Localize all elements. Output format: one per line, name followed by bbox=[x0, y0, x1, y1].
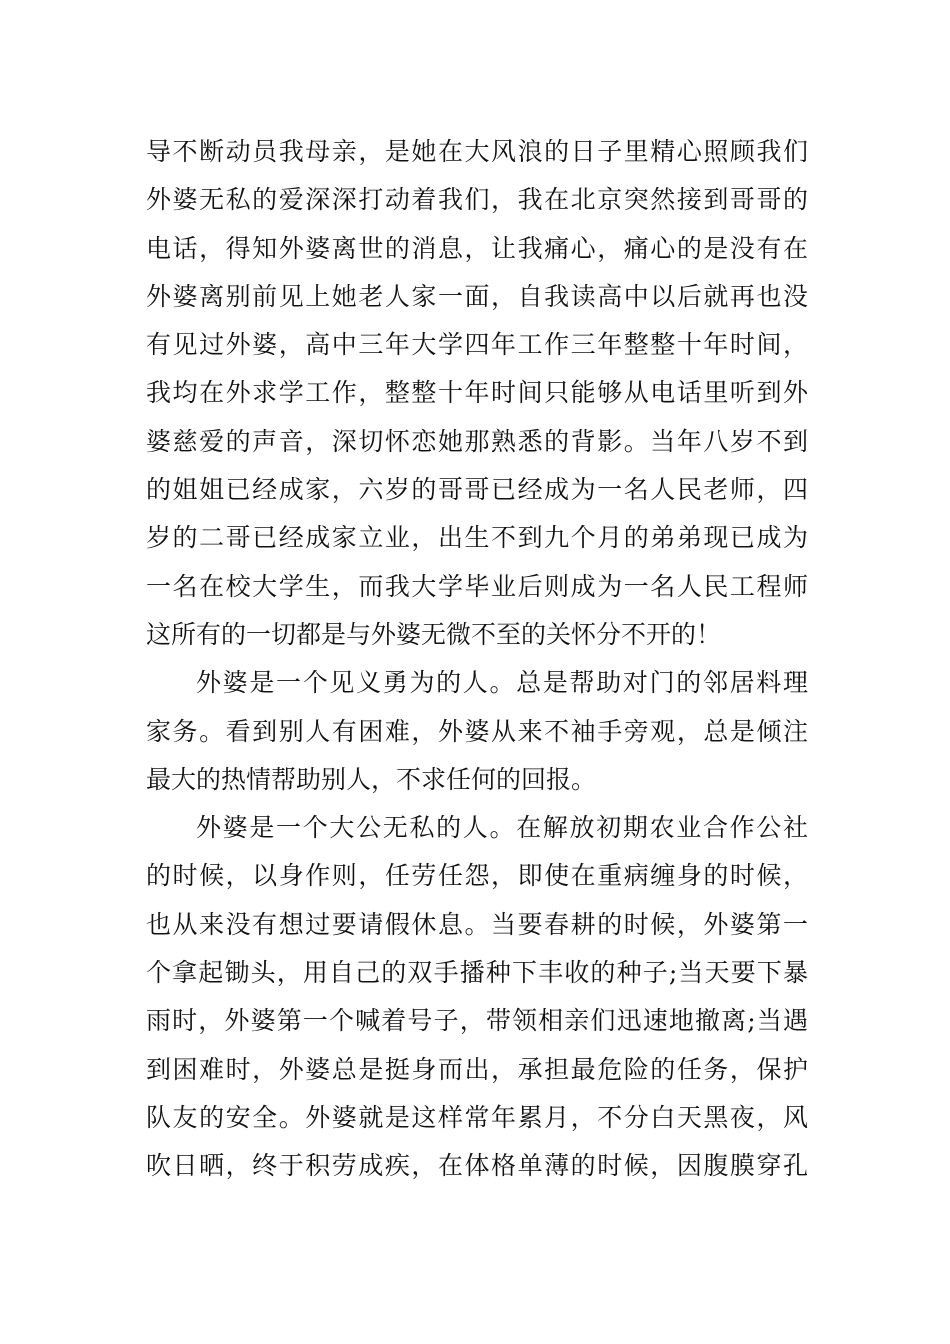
text-line: 最大的热情帮助别人，不求任何的回报。 bbox=[146, 764, 597, 794]
text-line: 外婆离别前见上她老人家一面，自我读高中以后就再也没 bbox=[146, 281, 808, 311]
text-line: 电话，得知外婆离世的消息，让我痛心，痛心的是没有在 bbox=[146, 233, 808, 263]
text-line: 雨时，外婆第一个喊着号子，带领相亲们迅速地撤离;当遇 bbox=[146, 1006, 808, 1036]
text-line: 到困难时，外婆总是挺身而出，承担最危险的任务，保护 bbox=[146, 1054, 808, 1084]
text-line: 导不断动员我母亲，是她在大风浪的日子里精心照顾我们 bbox=[146, 137, 808, 166]
text-line: 也从来没有想过要请假休息。当要春耕的时候，外婆第一 bbox=[146, 909, 808, 939]
text-line: 婆慈爱的声音，深切怀恋她那熟悉的背影。当年八岁不到 bbox=[146, 426, 808, 456]
text-line: 吹日晒，终于积劳成疾，在体格单薄的时候，因腹膜穿孔 bbox=[146, 1151, 808, 1181]
text-line: 有见过外婆，高中三年大学四年工作三年整整十年时间， bbox=[146, 330, 808, 360]
text-line: 一名在校大学生，而我大学毕业后则成为一名人民工程师 bbox=[146, 571, 808, 601]
text-line: 这所有的一切都是与外婆无微不至的关怀分不开的！ bbox=[146, 619, 722, 649]
text-line: 外婆是一个大公无私的人。在解放初期农业合作公社 bbox=[196, 813, 808, 843]
text-line: 外婆无私的爱深深打动着我们，我在北京突然接到哥哥的 bbox=[146, 185, 808, 215]
text-line: 的姐姐已经成家，六岁的哥哥已经成为一名人民老师，四 bbox=[146, 475, 808, 505]
text-line: 外婆是一个见义勇为的人。总是帮助对门的邻居料理 bbox=[196, 668, 808, 698]
body-text bbox=[146, 128, 808, 1191]
text-line: 岁的二哥已经成家立业，出生不到九个月的弟弟现已成为 bbox=[146, 523, 808, 553]
text-line: 队友的安全。外婆就是这样常年累月，不分白天黑夜，风 bbox=[146, 1102, 808, 1132]
text-line: 家务。看到别人有困难，外婆从来不袖手旁观，总是倾注 bbox=[146, 716, 808, 746]
text-line: 我均在外求学工作，整整十年时间只能够从电话里听到外 bbox=[146, 378, 808, 408]
text-line: 个拿起锄头，用自己的双手播种下丰收的种子;当天要下暴 bbox=[146, 958, 808, 988]
text-line: 的时候，以身作则，任劳任怨，即使在重病缠身的时候， bbox=[146, 861, 808, 891]
